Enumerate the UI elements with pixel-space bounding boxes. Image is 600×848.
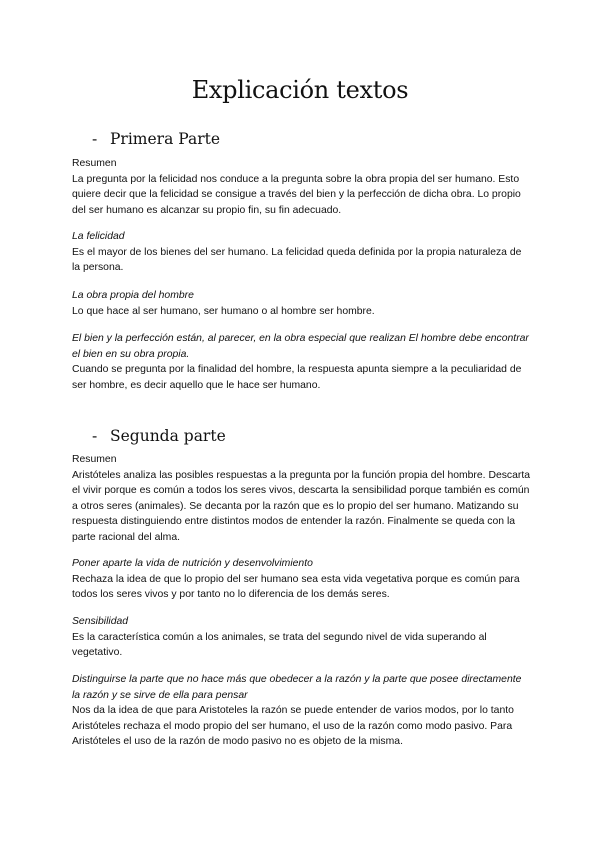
- summary-text: La pregunta por la felicidad nos conduce a la pregunta sobre la obra propia del ser humano. Esto quiere decir que la felicidad se consigue a través del bien y la perfección de dicha obra. Lo propio del ser humano es alcanzar su propio fin, su fin adecuado.: [72, 173, 521, 216]
- list-dash: -: [92, 130, 98, 148]
- item-label: Sensibilidad: [72, 616, 129, 627]
- section-1-summary: [72, 156, 532, 218]
- section-2-item-2: [72, 614, 532, 661]
- section-heading-1: [92, 130, 220, 148]
- summary-label: Resumen: [72, 158, 117, 169]
- item-text: Lo que hace al ser humano, ser humano o al hombre ser hombre.: [72, 305, 375, 317]
- item-text: Es la característica común a los animales, se trata del segundo nivel de vida superando al vegetativo.: [72, 631, 487, 659]
- item-label: Poner aparte la vida de nutrición y desenvolvimiento: [72, 558, 313, 569]
- section-2-summary: [72, 452, 532, 546]
- section-1-item-2: [72, 288, 532, 319]
- page-title: Explicación textos: [191, 76, 409, 104]
- item-label: La obra propia del hombre: [72, 290, 194, 301]
- section-2-item-1: [72, 556, 532, 603]
- item-label: La felicidad: [72, 231, 125, 242]
- section-heading-1-text: Primera Parte: [110, 130, 221, 148]
- item-text: Rechaza la idea de que lo propio del ser humano sea esta vida vegetativa porque es común para todos los seres vivos y por tanto no lo diferencia de los demás seres.: [72, 573, 520, 601]
- item-text: Nos da la idea de que para Aristoteles la razón se puede entender de varios modos, por lo tanto Aristóteles rechaza el modo propio del ser humano, el uso de la razón como modo pasivo. Para Aristóteles el uso de la razón de modo pasivo no es objeto de la misma.: [72, 705, 514, 748]
- summary-text: Aristóteles analiza las posibles respuestas a la pregunta por la función propia del hombre. Descarta el vivir porque es común a todos los seres vivos, descarta la sensibilidad porque también es común a otros seres (animales). Se decanta por la razón que es lo propio del ser humano. Matizando su respuesta distinguiendo entre distintos modos de entender la razón. Finalmente se queda con la parte racional del alma.: [72, 469, 531, 543]
- list-dash: -: [92, 427, 98, 445]
- section-1-item-3: [72, 331, 532, 393]
- item-text: Cuando se pregunta por la finalidad del hombre, la respuesta apunta siempre a la peculiaridad de ser hombre, es decir aquello que le hace ser humano.: [72, 364, 522, 391]
- section-heading-2: [92, 427, 226, 445]
- section-1-item-1: [72, 229, 532, 276]
- item-label: Distinguirse la parte que no hace más que obedecer a la razón y la parte que posee directamente la razón y se sirve de ella para pensar: [72, 674, 522, 701]
- item-label: El bien y la perfección están, al parecer, en la obra especial que realizan El hombre debe encontrar el bien en su obra propia.: [72, 333, 529, 360]
- item-text: Es el mayor de los bienes del ser humano. La felicidad queda definida por la propia naturaleza de la persona.: [72, 246, 522, 274]
- summary-label: Resumen: [72, 454, 117, 465]
- section-2-item-3: [72, 672, 532, 750]
- section-heading-2-text: Segunda parte: [110, 427, 226, 445]
